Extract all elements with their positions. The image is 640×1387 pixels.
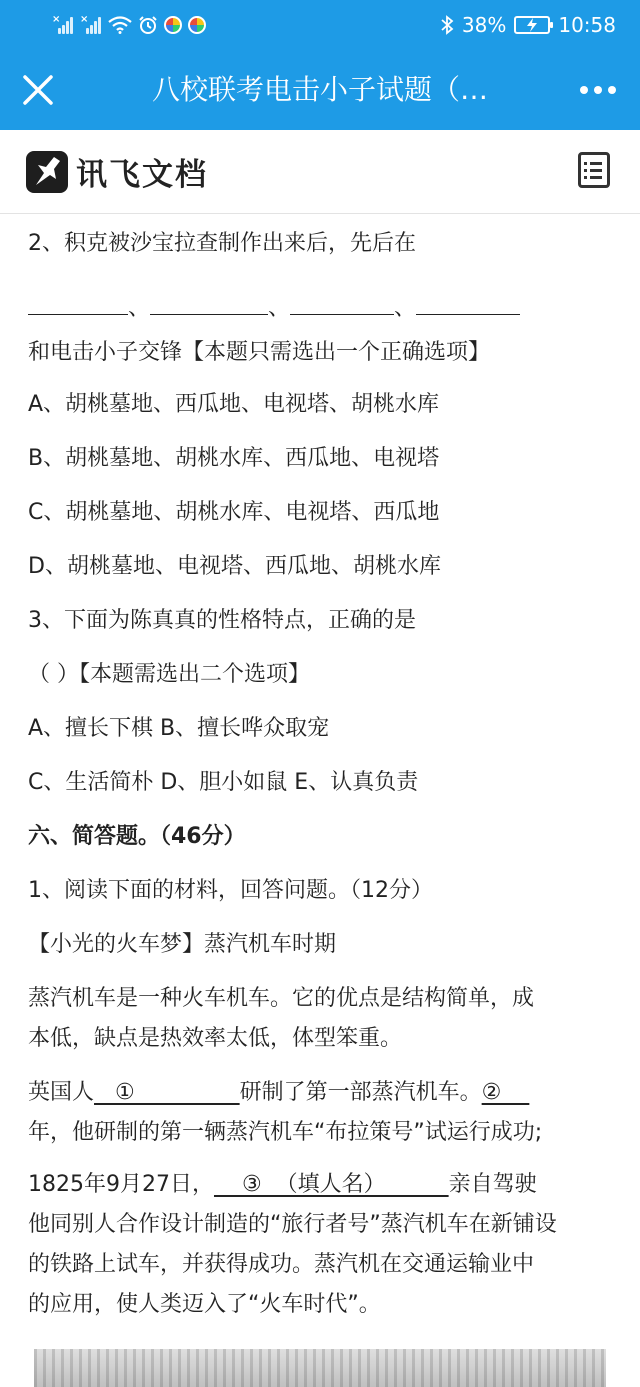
question-3-stem: 3、下面为陈真真的性格特点，正确的是 bbox=[28, 608, 416, 633]
signal-icon bbox=[52, 16, 74, 34]
app-notification-icon-2 bbox=[188, 16, 206, 34]
paragraph-1-line-2: 本低，缺点是热效率太低，体型笨重。 bbox=[28, 1026, 403, 1051]
answer-blank bbox=[290, 289, 394, 315]
signal-badge: × bbox=[52, 14, 61, 25]
page-title: 八校联考电击小子试题（… bbox=[151, 73, 488, 106]
steam-locomotive-photo bbox=[34, 1349, 606, 1387]
paragraph-3-line-1: 1825年9月27日， ③ （填人名） 亲自驾驶 bbox=[28, 1172, 537, 1197]
question-2-blanks: 、 、 、 bbox=[28, 289, 520, 324]
signal-icon-2 bbox=[80, 16, 102, 34]
question-2-option-a: A、胡桃墓地、西瓜地、电视塔、胡桃水库 bbox=[28, 392, 440, 417]
more-icon[interactable] bbox=[578, 80, 618, 100]
paragraph-3-line-2: 他同别人合作设计制造的“旅行者号”蒸汽机车在新铺设 bbox=[28, 1212, 557, 1237]
logo-text: 讯飞文档 bbox=[76, 157, 208, 193]
paragraph-2-line-1: 英国人 ① 研制了第一部蒸汽机车。② bbox=[28, 1080, 530, 1105]
section-6-heading: 六、简答题。（46分） bbox=[28, 824, 246, 849]
question-2-option-c: C、胡桃墓地、胡桃水库、电视塔、西瓜地 bbox=[28, 500, 440, 525]
status-icons-right bbox=[440, 12, 616, 38]
answer-blank-2: ② bbox=[481, 1080, 530, 1105]
app-notification-icon bbox=[164, 16, 182, 34]
battery-charging-icon bbox=[514, 16, 550, 34]
clock: 10:58 bbox=[558, 13, 616, 37]
menu-list-icon[interactable] bbox=[578, 152, 610, 188]
logo[interactable] bbox=[26, 149, 208, 194]
status-icons-left bbox=[52, 13, 206, 37]
section-6-question-1: 1、阅读下面的材料，回答问题。（12分） bbox=[28, 878, 433, 903]
answer-blank bbox=[28, 289, 128, 315]
iflytek-bird-icon bbox=[26, 151, 68, 193]
battery-percent: 38% bbox=[461, 13, 507, 37]
bluetooth-icon bbox=[440, 15, 454, 35]
material-subtitle: 【小光的火车梦】蒸汽机车时期 bbox=[28, 932, 337, 957]
answer-blank bbox=[416, 289, 520, 315]
question-3-options-2: C、生活简朴 D、胆小如鼠 E、认真负责 bbox=[28, 770, 419, 795]
status-bar bbox=[0, 0, 640, 50]
close-icon[interactable] bbox=[20, 72, 56, 108]
question-2-stem: 2、积克被沙宝拉查制作出来后，先后在 bbox=[28, 231, 416, 256]
answer-blank-3: ③ （填人名） bbox=[213, 1172, 449, 1197]
question-3-options-1: A、擅长下棋 B、擅长哗众取宠 bbox=[28, 716, 330, 741]
paragraph-3-line-4: 的应用，使人类迈入了“火车时代”。 bbox=[28, 1292, 381, 1317]
site-header bbox=[0, 130, 640, 214]
paragraph-2-line-2: 年，他研制的第一辆蒸汽机车“布拉策号”试运行成功; bbox=[28, 1120, 543, 1145]
paragraph-3-line-3: 的铁路上试车，并获得成功。蒸汽机在交通运输业中 bbox=[28, 1252, 535, 1277]
answer-blank bbox=[150, 289, 268, 315]
wifi-icon bbox=[108, 16, 132, 34]
answer-blank-1: ① bbox=[94, 1080, 240, 1105]
signal-badge-2: × bbox=[80, 14, 89, 25]
question-2-option-b: B、胡桃墓地、胡桃水库、西瓜地、电视塔 bbox=[28, 446, 440, 471]
paragraph-1-line-1: 蒸汽机车是一种火车机车。它的优点是结构简单，成 bbox=[28, 986, 535, 1011]
alarm-icon bbox=[138, 15, 158, 35]
app-bar bbox=[0, 50, 640, 130]
question-2-instruction: 和电击小子交锋【本题只需选出一个正确选项】 bbox=[28, 340, 491, 365]
question-3-instruction: （ ）【本题需选出二个选项】 bbox=[28, 662, 310, 687]
question-2-option-d: D、胡桃墓地、电视塔、西瓜地、胡桃水库 bbox=[28, 554, 441, 579]
